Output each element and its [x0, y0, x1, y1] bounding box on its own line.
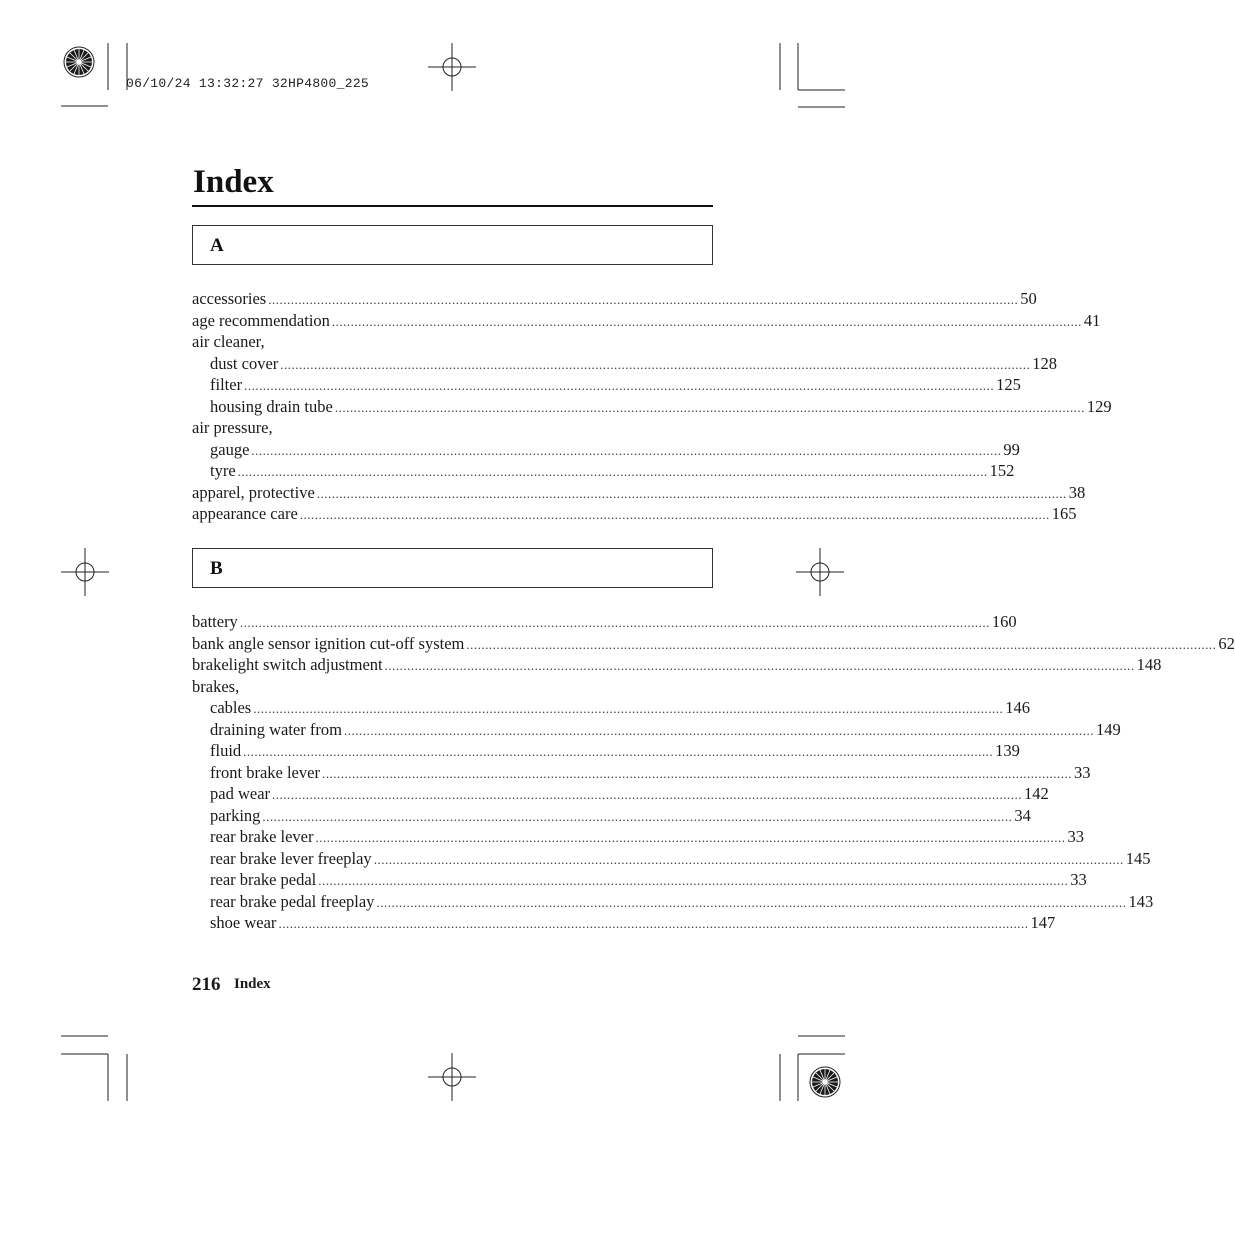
- section-letter: A: [210, 235, 224, 256]
- index-term: battery: [192, 612, 238, 631]
- dot-leader: ........................................................................................................................................................................................................: [251, 442, 1002, 458]
- index-page-number: 165: [1051, 504, 1077, 523]
- dot-leader: ........................................................................................................................................................................................................: [321, 765, 1072, 781]
- dot-leader: ........................................................................................................................................................................................................: [237, 464, 988, 479]
- index-entry: [192, 288, 1037, 310]
- index-entry: [192, 331, 713, 353]
- index-term: air pressure,: [192, 418, 273, 437]
- index-term: housing drain tube: [210, 396, 333, 416]
- index-term: filter: [210, 375, 243, 394]
- index-term: rear brake lever: [210, 827, 314, 846]
- index-entry: [192, 417, 713, 439]
- dot-leader: ........................................................................................................................................................................................................: [253, 701, 1004, 716]
- page-title: Index: [193, 164, 274, 200]
- dot-leader: ........................................................................................................................................................................................................: [243, 744, 994, 759]
- index-term: bank angle sensor ignition cut-off system: [192, 633, 465, 653]
- dot-leader: ........................................................................................................................................................................................................: [376, 894, 1127, 910]
- index-page-number: 33: [1067, 827, 1085, 846]
- registration-starburst-icon: [810, 1067, 840, 1097]
- index-list-b: [192, 611, 1235, 934]
- index-term: tyre: [210, 461, 236, 480]
- index-page-number: 99: [1003, 439, 1020, 459]
- index-subentry: [192, 697, 1030, 719]
- dot-leader: ........................................................................................................................................................................................................: [384, 658, 1135, 673]
- section-header-b: [192, 548, 713, 588]
- index-term: front brake lever: [210, 762, 320, 782]
- index-page-number: 33: [1073, 762, 1091, 782]
- dot-leader: ........................................................................................................................................................................................................: [318, 873, 1069, 888]
- index-page-number: 34: [1014, 805, 1031, 825]
- registration-starburst-icon: [64, 47, 94, 77]
- registration-crosshair-icon: [61, 548, 109, 596]
- dot-leader: ........................................................................................................................................................................................................: [343, 722, 1094, 738]
- index-entry: [192, 633, 1235, 655]
- dot-leader: ........................................................................................................................................................................................................: [239, 615, 990, 630]
- dot-leader: ........................................................................................................................................................................................................: [466, 636, 1217, 652]
- index-subentry: [192, 460, 1015, 482]
- index-term: cables: [210, 698, 252, 717]
- index-term: apparel, protective: [192, 482, 315, 502]
- dot-leader: ........................................................................................................................................................................................................: [244, 378, 995, 393]
- index-term: draining water from: [210, 719, 342, 739]
- index-entry: [192, 482, 1086, 504]
- index-page-number: 148: [1136, 655, 1162, 674]
- dot-leader: ........................................................................................................................................................................................................: [316, 485, 1067, 501]
- index-page-number: 50: [1020, 289, 1037, 308]
- index-subentry: [192, 353, 1058, 375]
- index-term: shoe wear: [210, 913, 277, 932]
- index-page-number: 142: [1024, 784, 1049, 803]
- print-slug: 06/10/24 13:32:27 32HP4800_225: [126, 76, 370, 91]
- index-term: age recommendation: [192, 310, 330, 330]
- registration-crosshair-icon: [796, 548, 844, 596]
- index-term: rear brake pedal: [210, 870, 317, 889]
- index-page-number: 33: [1070, 870, 1087, 889]
- index-subentry: [192, 912, 1056, 934]
- index-term: rear brake lever freeplay: [210, 848, 372, 868]
- index-term: accessories: [192, 289, 267, 308]
- index-page-number: 147: [1030, 913, 1056, 932]
- index-term: dust cover: [210, 353, 279, 373]
- section-header-a: [192, 225, 713, 265]
- dot-leader: ........................................................................................................................................................................................................: [331, 313, 1082, 329]
- index-page-number: 152: [989, 461, 1015, 480]
- dot-leader: ........................................................................................................................................................................................................: [278, 916, 1029, 931]
- index-subentry: [192, 719, 1121, 741]
- index-page-number: 143: [1128, 891, 1154, 911]
- index-subentry: [192, 848, 1151, 870]
- index-page-number: 62: [1218, 633, 1235, 653]
- index-subentry: [192, 374, 1021, 396]
- index-term: pad wear: [210, 784, 271, 803]
- index-page-number: 41: [1083, 310, 1101, 330]
- index-subentry: [192, 439, 1020, 461]
- index-page-number: 145: [1125, 848, 1151, 868]
- dot-leader: ........................................................................................................................................................................................................: [315, 830, 1066, 845]
- dot-leader: ........................................................................................................................................................................................................: [268, 292, 1019, 307]
- index-term: rear brake pedal freeplay: [210, 891, 375, 911]
- index-page-number: 160: [991, 612, 1017, 631]
- index-subentry: [192, 891, 1154, 913]
- dot-leader: ........................................................................................................................................................................................................: [272, 787, 1023, 802]
- registration-crosshair-icon: [428, 43, 476, 91]
- index-term: brakes,: [192, 676, 240, 696]
- index-term: brakelight switch adjustment: [192, 655, 383, 674]
- index-page-number: 38: [1068, 482, 1086, 502]
- index-term: air cleaner,: [192, 332, 265, 351]
- footer-page-number: 216: [192, 974, 221, 995]
- index-term: appearance care: [192, 504, 298, 523]
- dot-leader: ........................................................................................................................................................................................................: [280, 356, 1031, 372]
- dot-leader: ........................................................................................................................................................................................................: [262, 808, 1013, 824]
- index-entry: [192, 503, 1077, 525]
- index-subentry: [192, 762, 1091, 784]
- index-term: fluid: [210, 741, 242, 760]
- dot-leader: ........................................................................................................................................................................................................: [299, 507, 1050, 522]
- footer-label: Index: [234, 976, 271, 992]
- index-page-number: 128: [1032, 353, 1058, 373]
- index-subentry: [192, 740, 1020, 762]
- index-page-number: 149: [1095, 719, 1121, 739]
- index-subentry: [192, 783, 1049, 805]
- index-page-number: 125: [996, 375, 1021, 394]
- index-entry: [192, 654, 1162, 676]
- index-term: gauge: [210, 439, 250, 459]
- title-rule: [192, 205, 713, 207]
- index-term: parking: [210, 805, 261, 825]
- dot-leader: ........................................................................................................................................................................................................: [334, 399, 1085, 415]
- index-entry: [192, 611, 1017, 633]
- index-list-a: [192, 288, 1112, 525]
- index-entry: [192, 310, 1101, 332]
- index-page-number: 146: [1005, 698, 1030, 717]
- index-subentry: [192, 805, 1031, 827]
- index-subentry: [192, 396, 1112, 418]
- index-subentry: [192, 826, 1085, 848]
- index-page-number: 139: [995, 741, 1020, 760]
- index-page-number: 129: [1086, 396, 1112, 416]
- index-subentry: [192, 869, 1087, 891]
- section-letter: B: [210, 558, 223, 579]
- dot-leader: ........................................................................................................................................................................................................: [373, 851, 1124, 867]
- index-entry: [192, 676, 713, 698]
- registration-crosshair-icon: [428, 1053, 476, 1101]
